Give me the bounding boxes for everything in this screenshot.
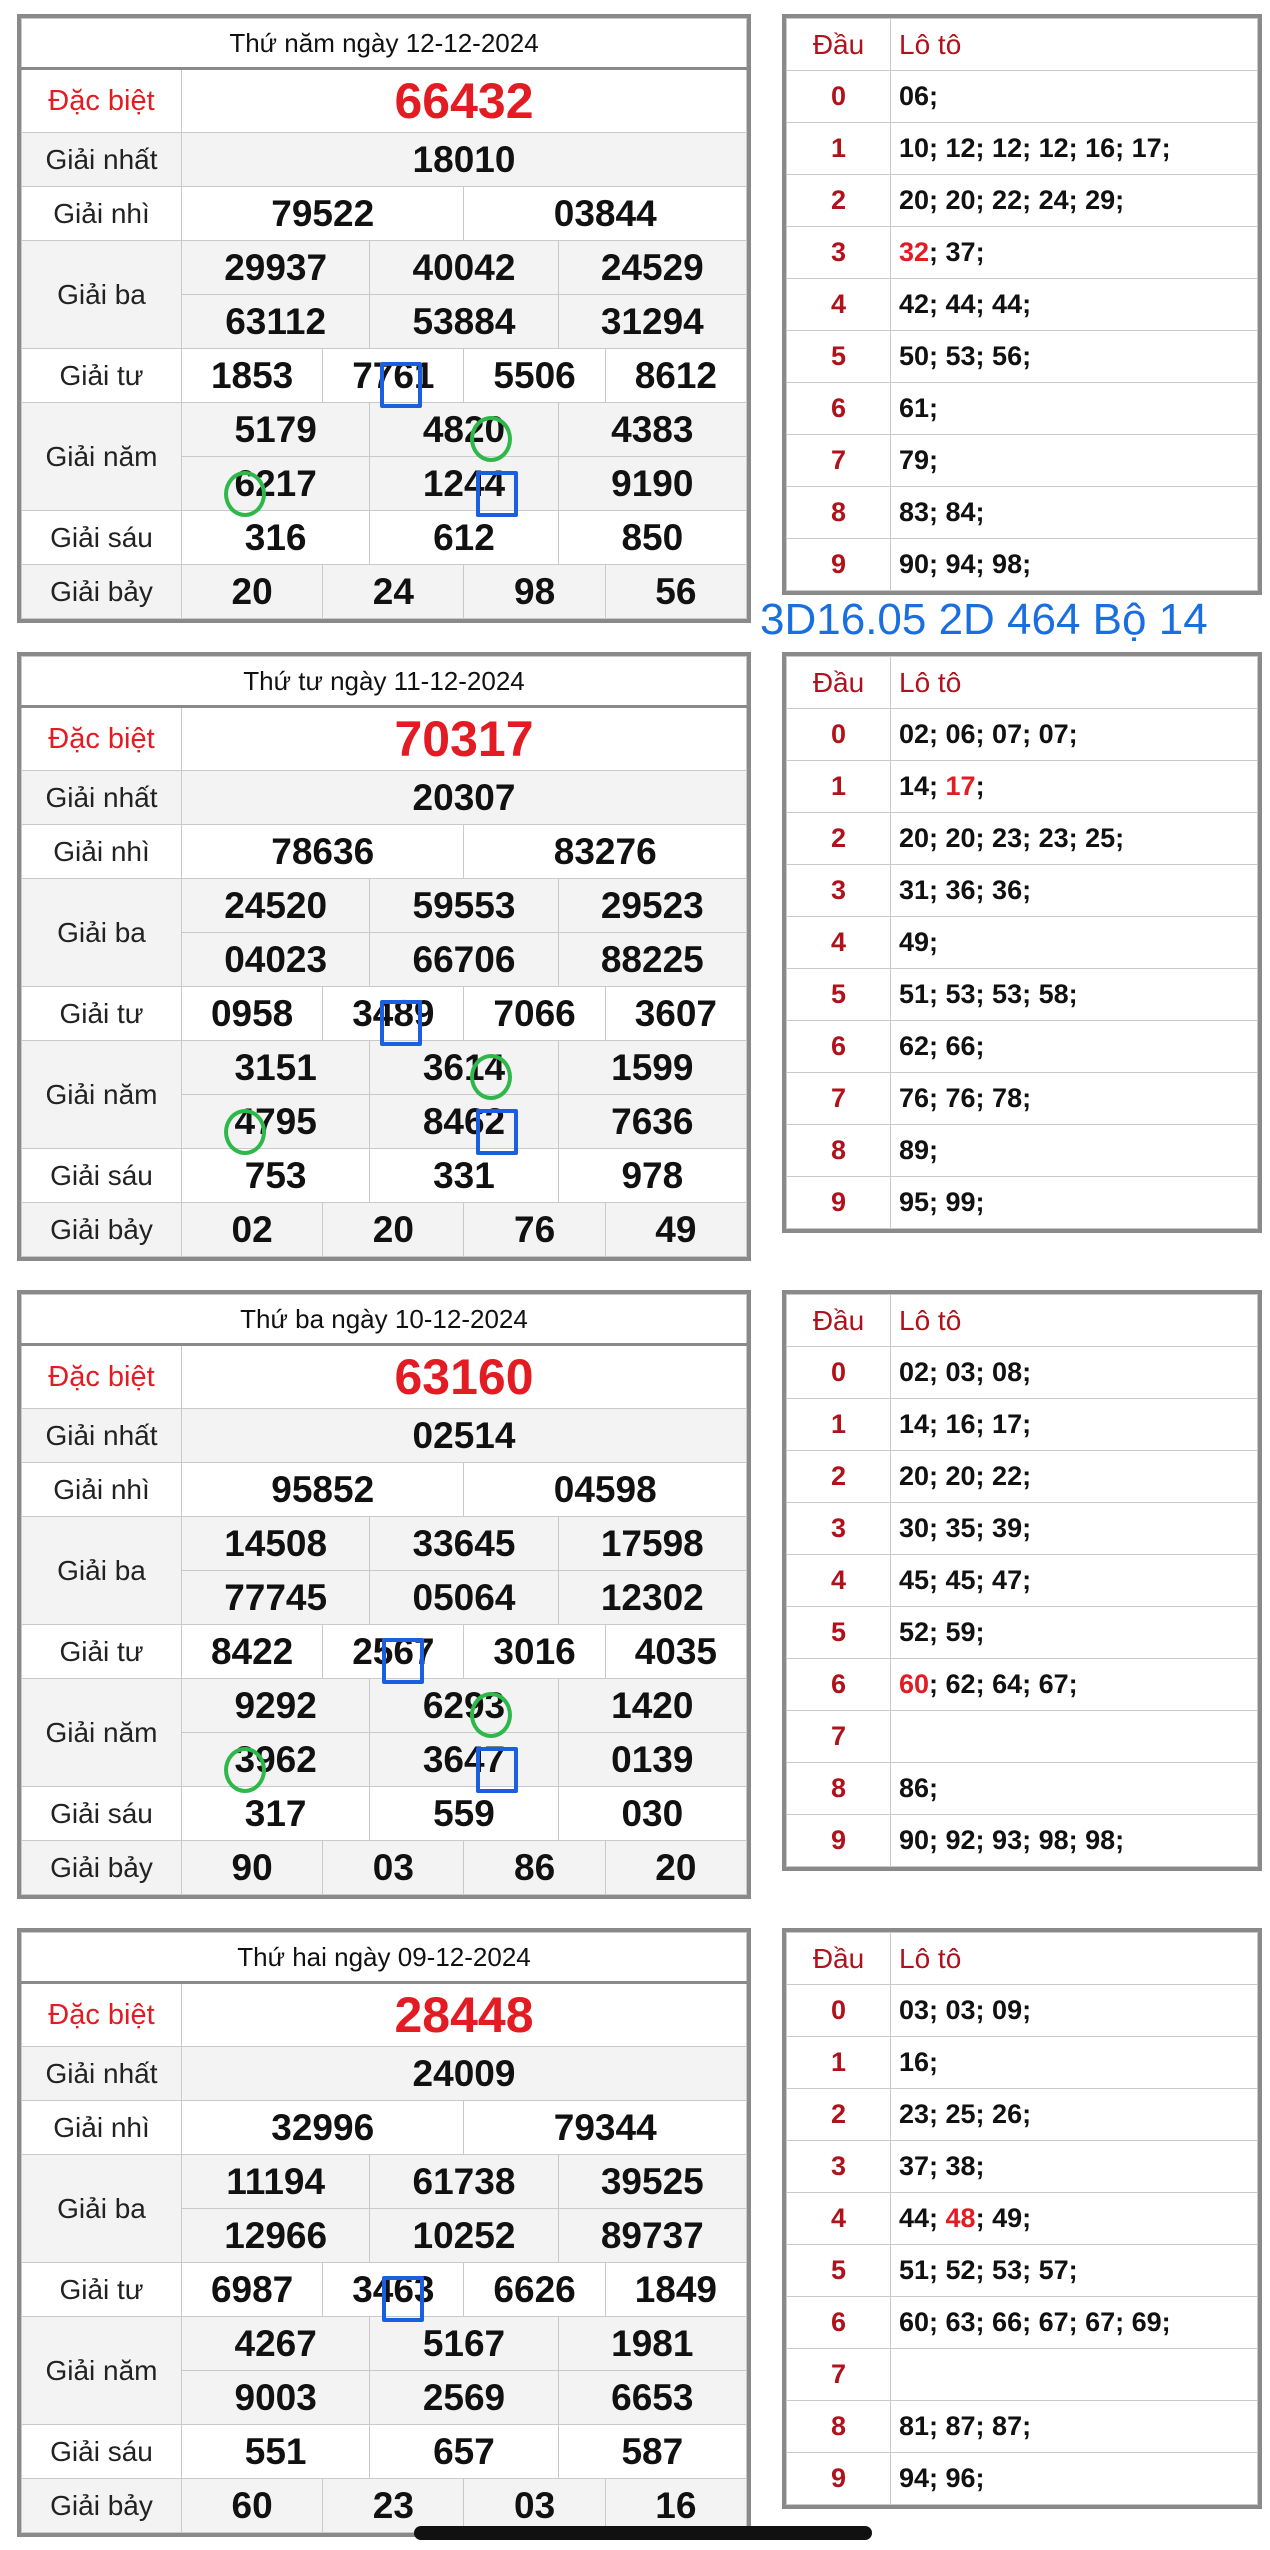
loto-values — [891, 2193, 1258, 2245]
fourth-prize-number: 1849 — [605, 2263, 746, 2317]
loto-values-text: 86; — [899, 1773, 939, 1803]
sixth-prize-number: 587 — [558, 2425, 746, 2479]
third-prize-number: 29523 — [558, 879, 746, 933]
blue-square-mark — [380, 362, 422, 408]
loto-head-digit: 6 — [787, 1021, 891, 1073]
prize-label-sixth: Giải sáu — [22, 511, 182, 565]
fifth-prize-number: 4383 — [558, 403, 746, 457]
fifth-prize-number: 3151 — [182, 1041, 370, 1095]
loto-header-dau: Đầu — [787, 657, 891, 709]
loto-values — [891, 1555, 1258, 1607]
third-prize-number: 31294 — [558, 295, 746, 349]
fourth-prize-number: 3607 — [605, 987, 746, 1041]
loto-values — [891, 1985, 1258, 2037]
prize-label-seventh: Giải bảy — [22, 1841, 182, 1895]
prize-label-seventh: Giải bảy — [22, 2479, 182, 2533]
loto-values-text: 02; 03; 08; — [899, 1357, 1032, 1387]
loto-values-text: 51; 52; 53; 57; — [899, 2255, 1078, 2285]
prize-label-second: Giải nhì — [22, 2101, 182, 2155]
draw-date: Thứ tư ngày 11-12-2024 — [22, 657, 747, 707]
loto-values-text: 02; 06; 07; 07; — [899, 719, 1078, 749]
sixth-prize-number: 317 — [182, 1787, 370, 1841]
loto-values-text: 20; 20; 22; — [899, 1461, 1032, 1491]
seventh-prize-number: 76 — [464, 1203, 605, 1257]
loto-values — [891, 2037, 1258, 2089]
loto-head-digit: 3 — [787, 865, 891, 917]
loto-head-digit: 3 — [787, 1503, 891, 1555]
prize-label-sixth: Giải sáu — [22, 1149, 182, 1203]
fifth-prize-number: 0139 — [558, 1733, 746, 1787]
sixth-prize-number: 559 — [370, 1787, 558, 1841]
seventh-prize-number: 20 — [605, 1841, 746, 1895]
loto-values — [891, 1711, 1258, 1763]
first-prize-number: 18010 — [182, 133, 747, 187]
loto-values — [891, 2141, 1258, 2193]
loto-values-text: ; — [975, 771, 985, 801]
fifth-prize-number: 1599 — [558, 1041, 746, 1095]
fourth-prize-number: 3016 — [464, 1625, 605, 1679]
loto-head-digit: 7 — [787, 435, 891, 487]
seventh-prize-number: 98 — [464, 565, 605, 619]
green-circle-mark — [224, 471, 266, 517]
loto-values-text: 42; 44; 44; — [899, 289, 1032, 319]
third-prize-number: 77745 — [182, 1571, 370, 1625]
second-prize-number: 79522 — [182, 187, 464, 241]
sixth-prize-number: 612 — [370, 511, 558, 565]
loto-values-text: 51; 53; 53; 58; — [899, 979, 1078, 1009]
seventh-prize-number: 02 — [182, 1203, 323, 1257]
first-prize-number: 20307 — [182, 771, 747, 825]
prize-label-second: Giải nhì — [22, 1463, 182, 1517]
home-indicator — [414, 2526, 872, 2540]
prize-label-special: Đặc biệt — [22, 707, 182, 771]
prize-label-third: Giải ba — [22, 879, 182, 987]
loto-header-loto: Lô tô — [891, 19, 1258, 71]
seventh-prize-number: 90 — [182, 1841, 323, 1895]
prize-label-first: Giải nhất — [22, 2047, 182, 2101]
fourth-prize-number: 7066 — [464, 987, 605, 1041]
prize-label-fourth: Giải tư — [22, 1625, 182, 1679]
special-prize-number: 63160 — [182, 1345, 747, 1409]
fourth-prize-number: 3463 — [323, 2263, 464, 2317]
loto-values — [891, 1451, 1258, 1503]
third-prize-number: 29937 — [182, 241, 370, 295]
seventh-prize-number: 20 — [182, 565, 323, 619]
loto-header-loto: Lô tô — [891, 657, 1258, 709]
first-prize-number: 02514 — [182, 1409, 747, 1463]
loto-values — [891, 1659, 1258, 1711]
fifth-prize-number: 9292 — [182, 1679, 370, 1733]
prize-label-third: Giải ba — [22, 241, 182, 349]
third-prize-number: 39525 — [558, 2155, 746, 2209]
loto-head-digit: 9 — [787, 1815, 891, 1867]
third-prize-number: 33645 — [370, 1517, 558, 1571]
blue-square-mark — [476, 1109, 518, 1155]
loto-values — [891, 383, 1258, 435]
third-prize-number: 89737 — [558, 2209, 746, 2263]
loto-values-text: 94; 96; — [899, 2463, 985, 2493]
prize-label-second: Giải nhì — [22, 825, 182, 879]
loto-values-text: 37; 38; — [899, 2151, 985, 2181]
loto-header-dau: Đầu — [787, 19, 891, 71]
third-prize-number: 12302 — [558, 1571, 746, 1625]
prize-label-sixth: Giải sáu — [22, 1787, 182, 1841]
third-prize-number: 14508 — [182, 1517, 370, 1571]
third-prize-number: 17598 — [558, 1517, 746, 1571]
loto-values-text: 76; 76; 78; — [899, 1083, 1032, 1113]
loto-table-day-1 — [782, 652, 1262, 1233]
sixth-prize-number: 331 — [370, 1149, 558, 1203]
blue-square-mark — [476, 1747, 518, 1793]
loto-values-text: 31; 36; 36; — [899, 875, 1032, 905]
loto-head-digit: 6 — [787, 1659, 891, 1711]
prize-label-special: Đặc biệt — [22, 69, 182, 133]
loto-head-digit: 5 — [787, 969, 891, 1021]
loto-head-digit: 2 — [787, 813, 891, 865]
fifth-prize-number: 1420 — [558, 1679, 746, 1733]
loto-values — [891, 1399, 1258, 1451]
fifth-prize-number: 1244 — [370, 457, 558, 511]
loto-values-text: 06; — [899, 81, 939, 111]
loto-head-digit: 9 — [787, 2453, 891, 2505]
seventh-prize-number: 49 — [605, 1203, 746, 1257]
second-prize-number: 78636 — [182, 825, 464, 879]
prediction-banner: 3D16.05 2D 464 Bộ 14 — [760, 595, 1208, 644]
loto-values-text: 89; — [899, 1135, 939, 1165]
loto-highlight: 17 — [945, 771, 976, 801]
loto-values-text: 90; 92; 93; 98; 98; — [899, 1825, 1125, 1855]
fifth-prize-number: 4820 — [370, 403, 558, 457]
sixth-prize-number: 657 — [370, 2425, 558, 2479]
third-prize-number: 63112 — [182, 295, 370, 349]
sixth-prize-number: 850 — [558, 511, 746, 565]
loto-head-digit: 2 — [787, 2089, 891, 2141]
loto-values-text: 60; 63; 66; 67; 67; 69; — [899, 2307, 1171, 2337]
fourth-prize-number: 3489 — [323, 987, 464, 1041]
prize-label-fifth: Giải năm — [22, 1041, 182, 1149]
loto-header-loto: Lô tô — [891, 1295, 1258, 1347]
fifth-prize-number: 6653 — [558, 2371, 746, 2425]
loto-head-digit: 3 — [787, 227, 891, 279]
loto-values-text: 45; 45; 47; — [899, 1565, 1032, 1595]
loto-head-digit: 8 — [787, 1125, 891, 1177]
loto-head-digit: 1 — [787, 761, 891, 813]
loto-head-digit: 4 — [787, 2193, 891, 2245]
fourth-prize-number: 8612 — [605, 349, 746, 403]
loto-head-digit: 0 — [787, 1985, 891, 2037]
loto-head-digit: 3 — [787, 2141, 891, 2193]
loto-values — [891, 71, 1258, 123]
fourth-prize-number: 8422 — [182, 1625, 323, 1679]
loto-head-digit: 5 — [787, 2245, 891, 2297]
second-prize-number: 32996 — [182, 2101, 464, 2155]
loto-values — [891, 539, 1258, 591]
fifth-prize-number: 8462 — [370, 1095, 558, 1149]
fifth-prize-number: 7636 — [558, 1095, 746, 1149]
loto-values — [891, 279, 1258, 331]
third-prize-number: 10252 — [370, 2209, 558, 2263]
loto-values — [891, 2089, 1258, 2141]
seventh-prize-number: 20 — [323, 1203, 464, 1257]
loto-head-digit: 8 — [787, 487, 891, 539]
fourth-prize-number: 4035 — [605, 1625, 746, 1679]
loto-head-digit: 9 — [787, 1177, 891, 1229]
loto-head-digit: 0 — [787, 709, 891, 761]
prize-label-fifth: Giải năm — [22, 1679, 182, 1787]
loto-values — [891, 123, 1258, 175]
seventh-prize-number: 86 — [464, 1841, 605, 1895]
prize-label-third: Giải ba — [22, 2155, 182, 2263]
fifth-prize-number: 5179 — [182, 403, 370, 457]
loto-head-digit: 1 — [787, 2037, 891, 2089]
loto-values — [891, 1073, 1258, 1125]
loto-values — [891, 1763, 1258, 1815]
loto-values — [891, 1607, 1258, 1659]
loto-highlight: 32 — [899, 237, 930, 267]
fifth-prize-number: 3614 — [370, 1041, 558, 1095]
loto-head-digit: 4 — [787, 1555, 891, 1607]
loto-header-loto: Lô tô — [891, 1933, 1258, 1985]
fifth-prize-number: 9003 — [182, 2371, 370, 2425]
prize-label-fifth: Giải năm — [22, 2317, 182, 2425]
loto-head-digit: 7 — [787, 1711, 891, 1763]
loto-values — [891, 917, 1258, 969]
fifth-prize-number: 3647 — [370, 1733, 558, 1787]
loto-values — [891, 1021, 1258, 1073]
loto-values — [891, 2401, 1258, 2453]
loto-head-digit: 9 — [787, 539, 891, 591]
fifth-prize-number: 1981 — [558, 2317, 746, 2371]
loto-values — [891, 1347, 1258, 1399]
fifth-prize-number: 4267 — [182, 2317, 370, 2371]
loto-values-text: 81; 87; 87; — [899, 2411, 1032, 2441]
prize-label-first: Giải nhất — [22, 771, 182, 825]
loto-values — [891, 331, 1258, 383]
loto-table-day-2 — [782, 1290, 1262, 1871]
prize-label-fifth: Giải năm — [22, 403, 182, 511]
loto-values-text: ; 37; — [929, 237, 985, 267]
fifth-prize-number: 6217 — [182, 457, 370, 511]
fourth-prize-number: 0958 — [182, 987, 323, 1041]
fifth-prize-number: 9190 — [558, 457, 746, 511]
second-prize-number: 95852 — [182, 1463, 464, 1517]
blue-square-mark — [382, 1638, 424, 1684]
third-prize-number: 11194 — [182, 2155, 370, 2209]
loto-values — [891, 227, 1258, 279]
loto-values-text: 20; 20; 22; 24; 29; — [899, 185, 1125, 215]
loto-values — [891, 1815, 1258, 1867]
loto-values-text: 62; 66; — [899, 1031, 985, 1061]
loto-values — [891, 813, 1258, 865]
loto-head-digit: 8 — [787, 1763, 891, 1815]
third-prize-number: 24520 — [182, 879, 370, 933]
fifth-prize-number: 4795 — [182, 1095, 370, 1149]
loto-values — [891, 2245, 1258, 2297]
third-prize-number: 59553 — [370, 879, 558, 933]
loto-values-text: 20; 20; 23; 23; 25; — [899, 823, 1125, 853]
fifth-prize-number: 5167 — [370, 2317, 558, 2371]
draw-date: Thứ năm ngày 12-12-2024 — [22, 19, 747, 69]
loto-head-digit: 1 — [787, 1399, 891, 1451]
third-prize-number: 04023 — [182, 933, 370, 987]
loto-values-text: 23; 25; 26; — [899, 2099, 1032, 2129]
loto-values — [891, 865, 1258, 917]
sixth-prize-number: 316 — [182, 511, 370, 565]
loto-head-digit: 5 — [787, 1607, 891, 1659]
prize-label-fourth: Giải tư — [22, 987, 182, 1041]
sixth-prize-number: 753 — [182, 1149, 370, 1203]
loto-values — [891, 2297, 1258, 2349]
fourth-prize-number: 6626 — [464, 2263, 605, 2317]
third-prize-number: 88225 — [558, 933, 746, 987]
loto-head-digit: 2 — [787, 175, 891, 227]
third-prize-number: 24529 — [558, 241, 746, 295]
fourth-prize-number: 5506 — [464, 349, 605, 403]
prize-label-third: Giải ba — [22, 1517, 182, 1625]
loto-values — [891, 2349, 1258, 2401]
loto-highlight: 48 — [945, 2203, 976, 2233]
special-prize-number: 70317 — [182, 707, 747, 771]
third-prize-number: 40042 — [370, 241, 558, 295]
loto-values-text: 30; 35; 39; — [899, 1513, 1032, 1543]
first-prize-number: 24009 — [182, 2047, 747, 2101]
loto-head-digit: 6 — [787, 2297, 891, 2349]
third-prize-number: 12966 — [182, 2209, 370, 2263]
blue-square-mark — [476, 471, 518, 517]
fifth-prize-number: 3962 — [182, 1733, 370, 1787]
third-prize-number: 66706 — [370, 933, 558, 987]
special-prize-number: 28448 — [182, 1983, 747, 2047]
blue-square-mark — [380, 1000, 422, 1046]
loto-values-text: 95; 99; — [899, 1187, 985, 1217]
loto-head-digit: 4 — [787, 917, 891, 969]
prize-label-fourth: Giải tư — [22, 349, 182, 403]
loto-header-dau: Đầu — [787, 1933, 891, 1985]
draw-date: Thứ hai ngày 09-12-2024 — [22, 1933, 747, 1983]
second-prize-number: 79344 — [464, 2101, 747, 2155]
sixth-prize-number: 030 — [558, 1787, 746, 1841]
loto-values-text: 14; — [899, 771, 946, 801]
prize-label-second: Giải nhì — [22, 187, 182, 241]
prize-label-special: Đặc biệt — [22, 1983, 182, 2047]
loto-values-text: 14; 16; 17; — [899, 1409, 1032, 1439]
loto-values — [891, 1503, 1258, 1555]
loto-head-digit: 0 — [787, 71, 891, 123]
prize-label-special: Đặc biệt — [22, 1345, 182, 1409]
green-circle-mark — [470, 1692, 512, 1738]
loto-values — [891, 709, 1258, 761]
second-prize-number: 83276 — [464, 825, 747, 879]
loto-head-digit: 6 — [787, 383, 891, 435]
seventh-prize-number: 60 — [182, 2479, 323, 2533]
blue-square-mark — [382, 2276, 424, 2322]
loto-values-text: 50; 53; 56; — [899, 341, 1032, 371]
results-table-day-0 — [17, 14, 751, 623]
prize-label-first: Giải nhất — [22, 1409, 182, 1463]
loto-values — [891, 487, 1258, 539]
results-table-day-2 — [17, 1290, 751, 1899]
results-table-day-3 — [17, 1928, 751, 2537]
draw-date: Thứ ba ngày 10-12-2024 — [22, 1295, 747, 1345]
prize-label-sixth: Giải sáu — [22, 2425, 182, 2479]
green-circle-mark — [224, 1109, 266, 1155]
prize-label-fourth: Giải tư — [22, 2263, 182, 2317]
second-prize-number: 04598 — [464, 1463, 747, 1517]
loto-values-text: ; 49; — [975, 2203, 1032, 2233]
loto-values-text: 52; 59; — [899, 1617, 985, 1647]
fifth-prize-number: 2569 — [370, 2371, 558, 2425]
loto-values-text: 10; 12; 12; 12; 16; 17; — [899, 133, 1171, 163]
seventh-prize-number: 16 — [605, 2479, 746, 2533]
seventh-prize-number: 23 — [323, 2479, 464, 2533]
loto-head-digit: 8 — [787, 2401, 891, 2453]
third-prize-number: 61738 — [370, 2155, 558, 2209]
prize-label-seventh: Giải bảy — [22, 1203, 182, 1257]
loto-values-text: 79; — [899, 445, 939, 475]
loto-table-day-3 — [782, 1928, 1262, 2509]
third-prize-number: 05064 — [370, 1571, 558, 1625]
loto-values — [891, 435, 1258, 487]
fourth-prize-number: 7761 — [323, 349, 464, 403]
seventh-prize-number: 03 — [464, 2479, 605, 2533]
seventh-prize-number: 03 — [323, 1841, 464, 1895]
loto-head-digit: 0 — [787, 1347, 891, 1399]
loto-values — [891, 969, 1258, 1021]
green-circle-mark — [470, 416, 512, 462]
loto-head-digit: 2 — [787, 1451, 891, 1503]
loto-values — [891, 1177, 1258, 1229]
seventh-prize-number: 24 — [323, 565, 464, 619]
loto-values-text: 61; — [899, 393, 939, 423]
loto-highlight: 60 — [899, 1669, 930, 1699]
loto-values-text: 83; 84; — [899, 497, 985, 527]
prize-label-seventh: Giải bảy — [22, 565, 182, 619]
special-prize-number: 66432 — [182, 69, 747, 133]
seventh-prize-number: 56 — [605, 565, 746, 619]
loto-values — [891, 2453, 1258, 2505]
loto-values-text: ; 62; 64; 67; — [929, 1669, 1078, 1699]
loto-values-text: 16; — [899, 2047, 939, 2077]
loto-values-text: 03; 03; 09; — [899, 1995, 1032, 2025]
green-circle-mark — [224, 1747, 266, 1793]
loto-values-text: 44; — [899, 2203, 946, 2233]
loto-values — [891, 1125, 1258, 1177]
loto-header-dau: Đầu — [787, 1295, 891, 1347]
results-table-day-1 — [17, 652, 751, 1261]
loto-head-digit: 4 — [787, 279, 891, 331]
loto-head-digit: 7 — [787, 2349, 891, 2401]
fifth-prize-number: 6293 — [370, 1679, 558, 1733]
fourth-prize-number: 1853 — [182, 349, 323, 403]
loto-head-digit: 7 — [787, 1073, 891, 1125]
loto-values — [891, 175, 1258, 227]
fourth-prize-number: 6987 — [182, 2263, 323, 2317]
loto-values-text: 49; — [899, 927, 939, 957]
loto-values-text: 90; 94; 98; — [899, 549, 1032, 579]
loto-table-day-0 — [782, 14, 1262, 595]
third-prize-number: 53884 — [370, 295, 558, 349]
prize-label-first: Giải nhất — [22, 133, 182, 187]
loto-values — [891, 761, 1258, 813]
loto-head-digit: 1 — [787, 123, 891, 175]
sixth-prize-number: 978 — [558, 1149, 746, 1203]
fourth-prize-number: 2567 — [323, 1625, 464, 1679]
green-circle-mark — [470, 1054, 512, 1100]
second-prize-number: 03844 — [464, 187, 747, 241]
sixth-prize-number: 551 — [182, 2425, 370, 2479]
loto-head-digit: 5 — [787, 331, 891, 383]
